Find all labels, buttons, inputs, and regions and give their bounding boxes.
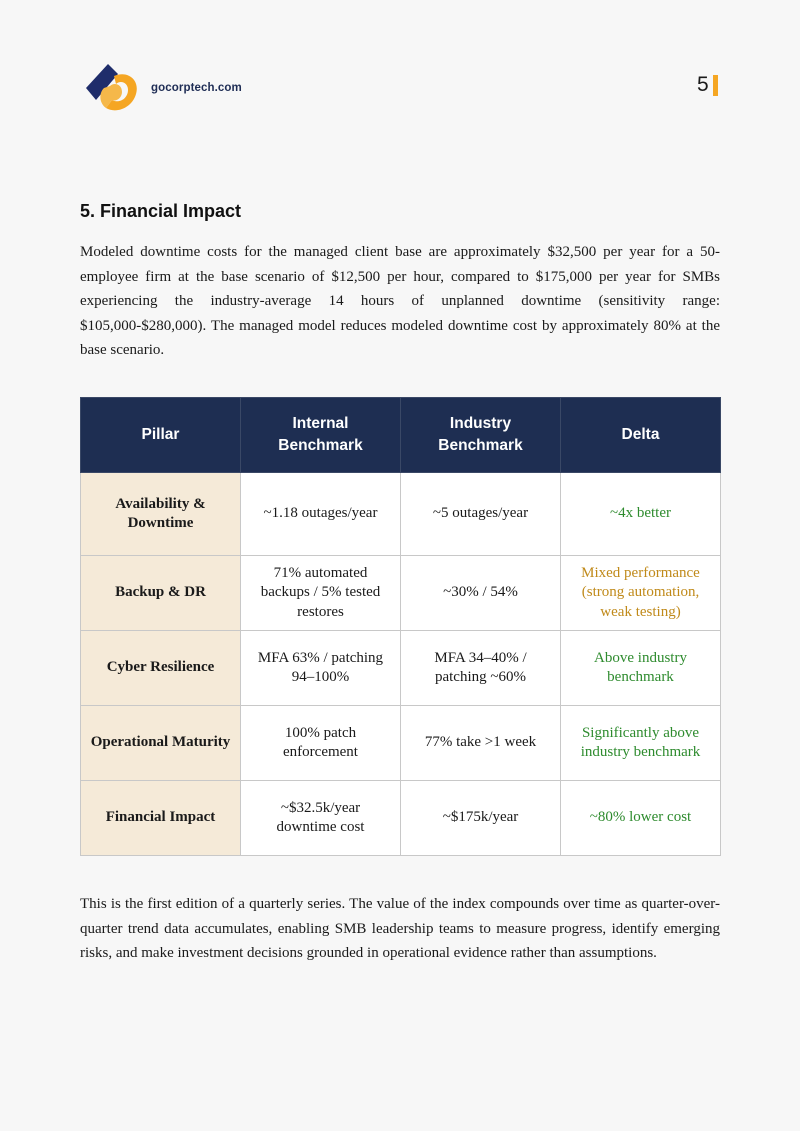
pillar-cell: Cyber Resilience <box>81 631 241 706</box>
internal-cell: ~$32.5k/year downtime cost <box>241 781 401 856</box>
header-pillar: Pillar <box>81 398 241 473</box>
industry-cell: ~30% / 54% <box>401 556 561 631</box>
industry-cell: ~$175k/year <box>401 781 561 856</box>
header-delta: Delta <box>561 398 721 473</box>
pillar-cell: Backup & DR <box>81 556 241 631</box>
pillar-cell: Operational Maturity <box>81 706 241 781</box>
internal-cell: 100% patch enforcement <box>241 706 401 781</box>
table-header-row <box>81 398 721 473</box>
header-internal-benchmark: Internal Benchmark <box>241 398 401 473</box>
delta-cell: ~4x better <box>561 473 721 556</box>
benchmark-table <box>80 397 721 856</box>
page-number: 5 <box>697 73 709 96</box>
table-row <box>81 781 721 856</box>
brand-name: gocorptech.com <box>151 82 242 94</box>
internal-cell: ~1.18 outages/year <box>241 473 401 556</box>
table-row <box>81 556 721 631</box>
closing-paragraph: This is the first edition of a quarterly series. The value of the index compounds over time as quarter-over-quarter trend data accumulates, enabling SMB leadership teams to measure progress, identify emerging risks, and make investment decisions grounded in operational evidence rather than assumptions. <box>80 896 720 961</box>
table-row <box>81 631 721 706</box>
intro-paragraph: Modeled downtime costs for the managed client base are approximately $32,500 per year for a 50-employee firm at the base scenario of $12,500 per hour, compared to $175,000 per year for SMBs experiencing the industry-average 14 hours of unplanned downtime (sensitivity range: $105,000-$280,000). The managed model reduces modeled downtime cost by approximately 80% at the base scenario. <box>80 244 720 358</box>
industry-cell: MFA 34–40% / patching ~60% <box>401 631 561 706</box>
company-logo <box>84 60 144 118</box>
pillar-cell: Financial Impact <box>81 781 241 856</box>
internal-cell: 71% automated backups / 5% tested restores <box>241 556 401 631</box>
header-industry-benchmark: Industry Benchmark <box>401 398 561 473</box>
pillar-cell: Availability & Downtime <box>81 473 241 556</box>
table-row <box>81 706 721 781</box>
industry-cell: 77% take >1 week <box>401 706 561 781</box>
industry-cell: ~5 outages/year <box>401 473 561 556</box>
delta-cell: Above industry benchmark <box>561 631 721 706</box>
delta-cell: Significantly above industry benchmark <box>561 706 721 781</box>
section-title: 5. Financial Impact <box>80 201 242 221</box>
internal-cell: MFA 63% / patching 94–100% <box>241 631 401 706</box>
page-number-accent-bar <box>713 75 718 96</box>
table-row <box>81 473 721 556</box>
delta-cell: ~80% lower cost <box>561 781 721 856</box>
delta-cell: Mixed performance (strong automation, weak testing) <box>561 556 721 631</box>
